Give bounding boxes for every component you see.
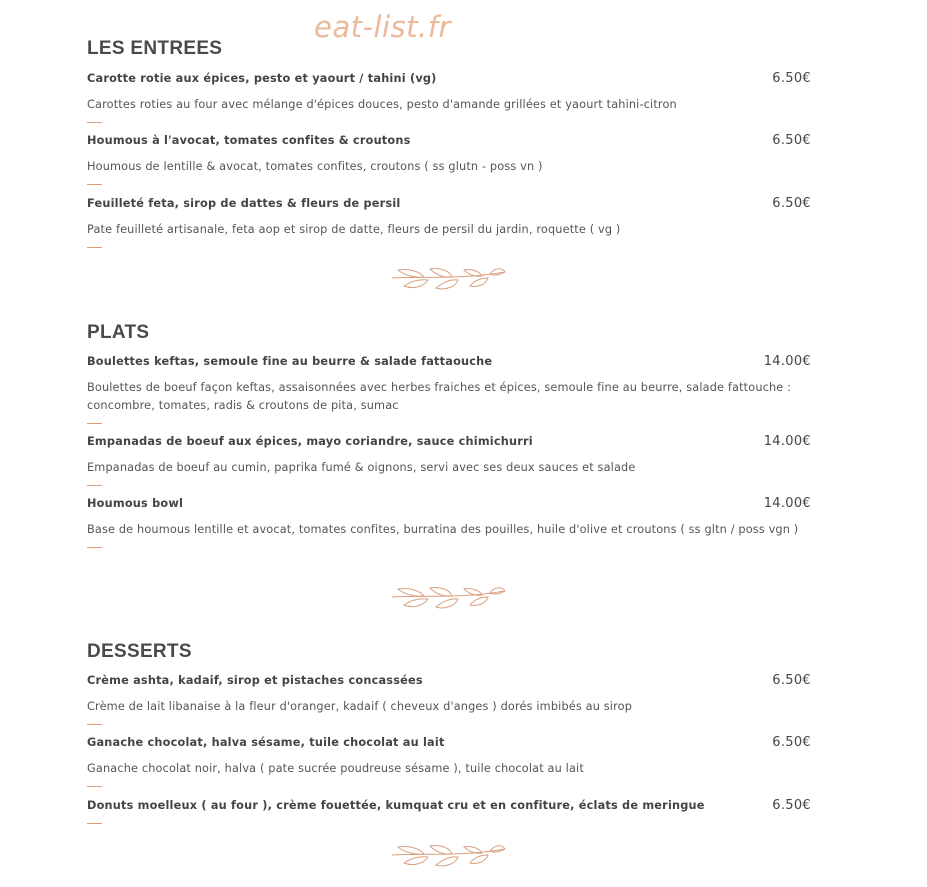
item-divider — [87, 423, 102, 424]
item-description: Crème de lait libanaise à la fleur d'oranger, kadaif ( cheveux d'anges ) dorés imbibés au sirop — [87, 700, 633, 713]
item-price: 14.00€ — [763, 496, 811, 511]
item-name: Boulettes keftas, semoule fine au beurre & salade fattaouche — [87, 355, 493, 368]
item-name: Donuts moelleux ( au four ), crème fouettée, kumquat cru et en confiture, éclats de meringue — [87, 799, 705, 812]
item-price: 6.50€ — [772, 798, 811, 813]
leaf-ornament-icon — [390, 843, 508, 869]
item-description: Carottes roties au four avec mélange d'épices douces, pesto d'amande grillées et yaourt tahini-citron — [87, 98, 677, 111]
section-title-desserts: DESSERTS — [87, 641, 192, 662]
menu-item — [87, 735, 811, 787]
watermark-logo: eat-list.fr — [314, 10, 451, 44]
leaf-ornament-icon — [390, 266, 508, 292]
item-price: 14.00€ — [763, 434, 811, 449]
item-name: Ganache chocolat, halva sésame, tuile chocolat au lait — [87, 736, 445, 749]
item-description: Pate feuilleté artisanale, feta aop et sirop de datte, fleurs de persil du jardin, roquette ( vg ) — [87, 223, 621, 236]
item-price: 6.50€ — [772, 133, 811, 148]
menu-item — [87, 71, 811, 123]
item-price: 6.50€ — [772, 735, 811, 750]
item-name: Feuilleté feta, sirop de dattes & fleurs de persil — [87, 197, 401, 210]
item-price: 6.50€ — [772, 71, 811, 86]
item-price: 6.50€ — [772, 196, 811, 211]
item-description: Ganache chocolat noir, halva ( pate sucrée poudreuse sésame ), tuile chocolat au lait — [87, 762, 584, 775]
section-title-plats: PLATS — [87, 322, 150, 343]
item-divider — [87, 122, 102, 123]
menu-item — [87, 673, 811, 725]
item-name: Crème ashta, kadaif, sirop et pistaches concassées — [87, 674, 423, 687]
item-description: Empanadas de boeuf au cumin, paprika fumé & oignons, servi avec ses deux sauces et salade — [87, 461, 636, 474]
menu-item — [87, 354, 811, 424]
item-divider — [87, 724, 102, 725]
item-divider — [87, 547, 102, 548]
item-divider — [87, 823, 102, 824]
leaf-ornament-icon — [390, 585, 508, 611]
item-name: Houmous bowl — [87, 497, 184, 510]
item-price: 6.50€ — [772, 673, 811, 688]
item-description: Base de houmous lentille et avocat, tomates confites, burratina des pouilles, huile d'olive et croutons ( ss gltn / poss vgn ) — [87, 523, 799, 536]
item-name: Carotte rotie aux épices, pesto et yaourt / tahini (vg) — [87, 72, 437, 85]
item-divider — [87, 786, 102, 787]
item-name: Empanadas de boeuf aux épices, mayo coriandre, sauce chimichurri — [87, 435, 533, 448]
menu-item — [87, 798, 811, 824]
item-description: Houmous de lentille & avocat, tomates confites, croutons ( ss glutn - poss vn ) — [87, 160, 543, 173]
item-divider — [87, 485, 102, 486]
menu-item — [87, 434, 811, 486]
item-description: Boulettes de boeuf façon keftas, assaisonnées avec herbes fraiches et épices, semoule fine au beurre, salade fattouche : concombre, tomates, radis & croutons de pita, sumac — [87, 381, 792, 412]
menu-item — [87, 196, 811, 248]
menu-item — [87, 496, 811, 548]
menu-item — [87, 133, 811, 185]
item-name: Houmous à l'avocat, tomates confites & croutons — [87, 134, 411, 147]
item-divider — [87, 247, 102, 248]
item-price: 14.00€ — [763, 354, 811, 369]
item-divider — [87, 184, 102, 185]
section-title-entrees: LES ENTREES — [87, 38, 223, 59]
